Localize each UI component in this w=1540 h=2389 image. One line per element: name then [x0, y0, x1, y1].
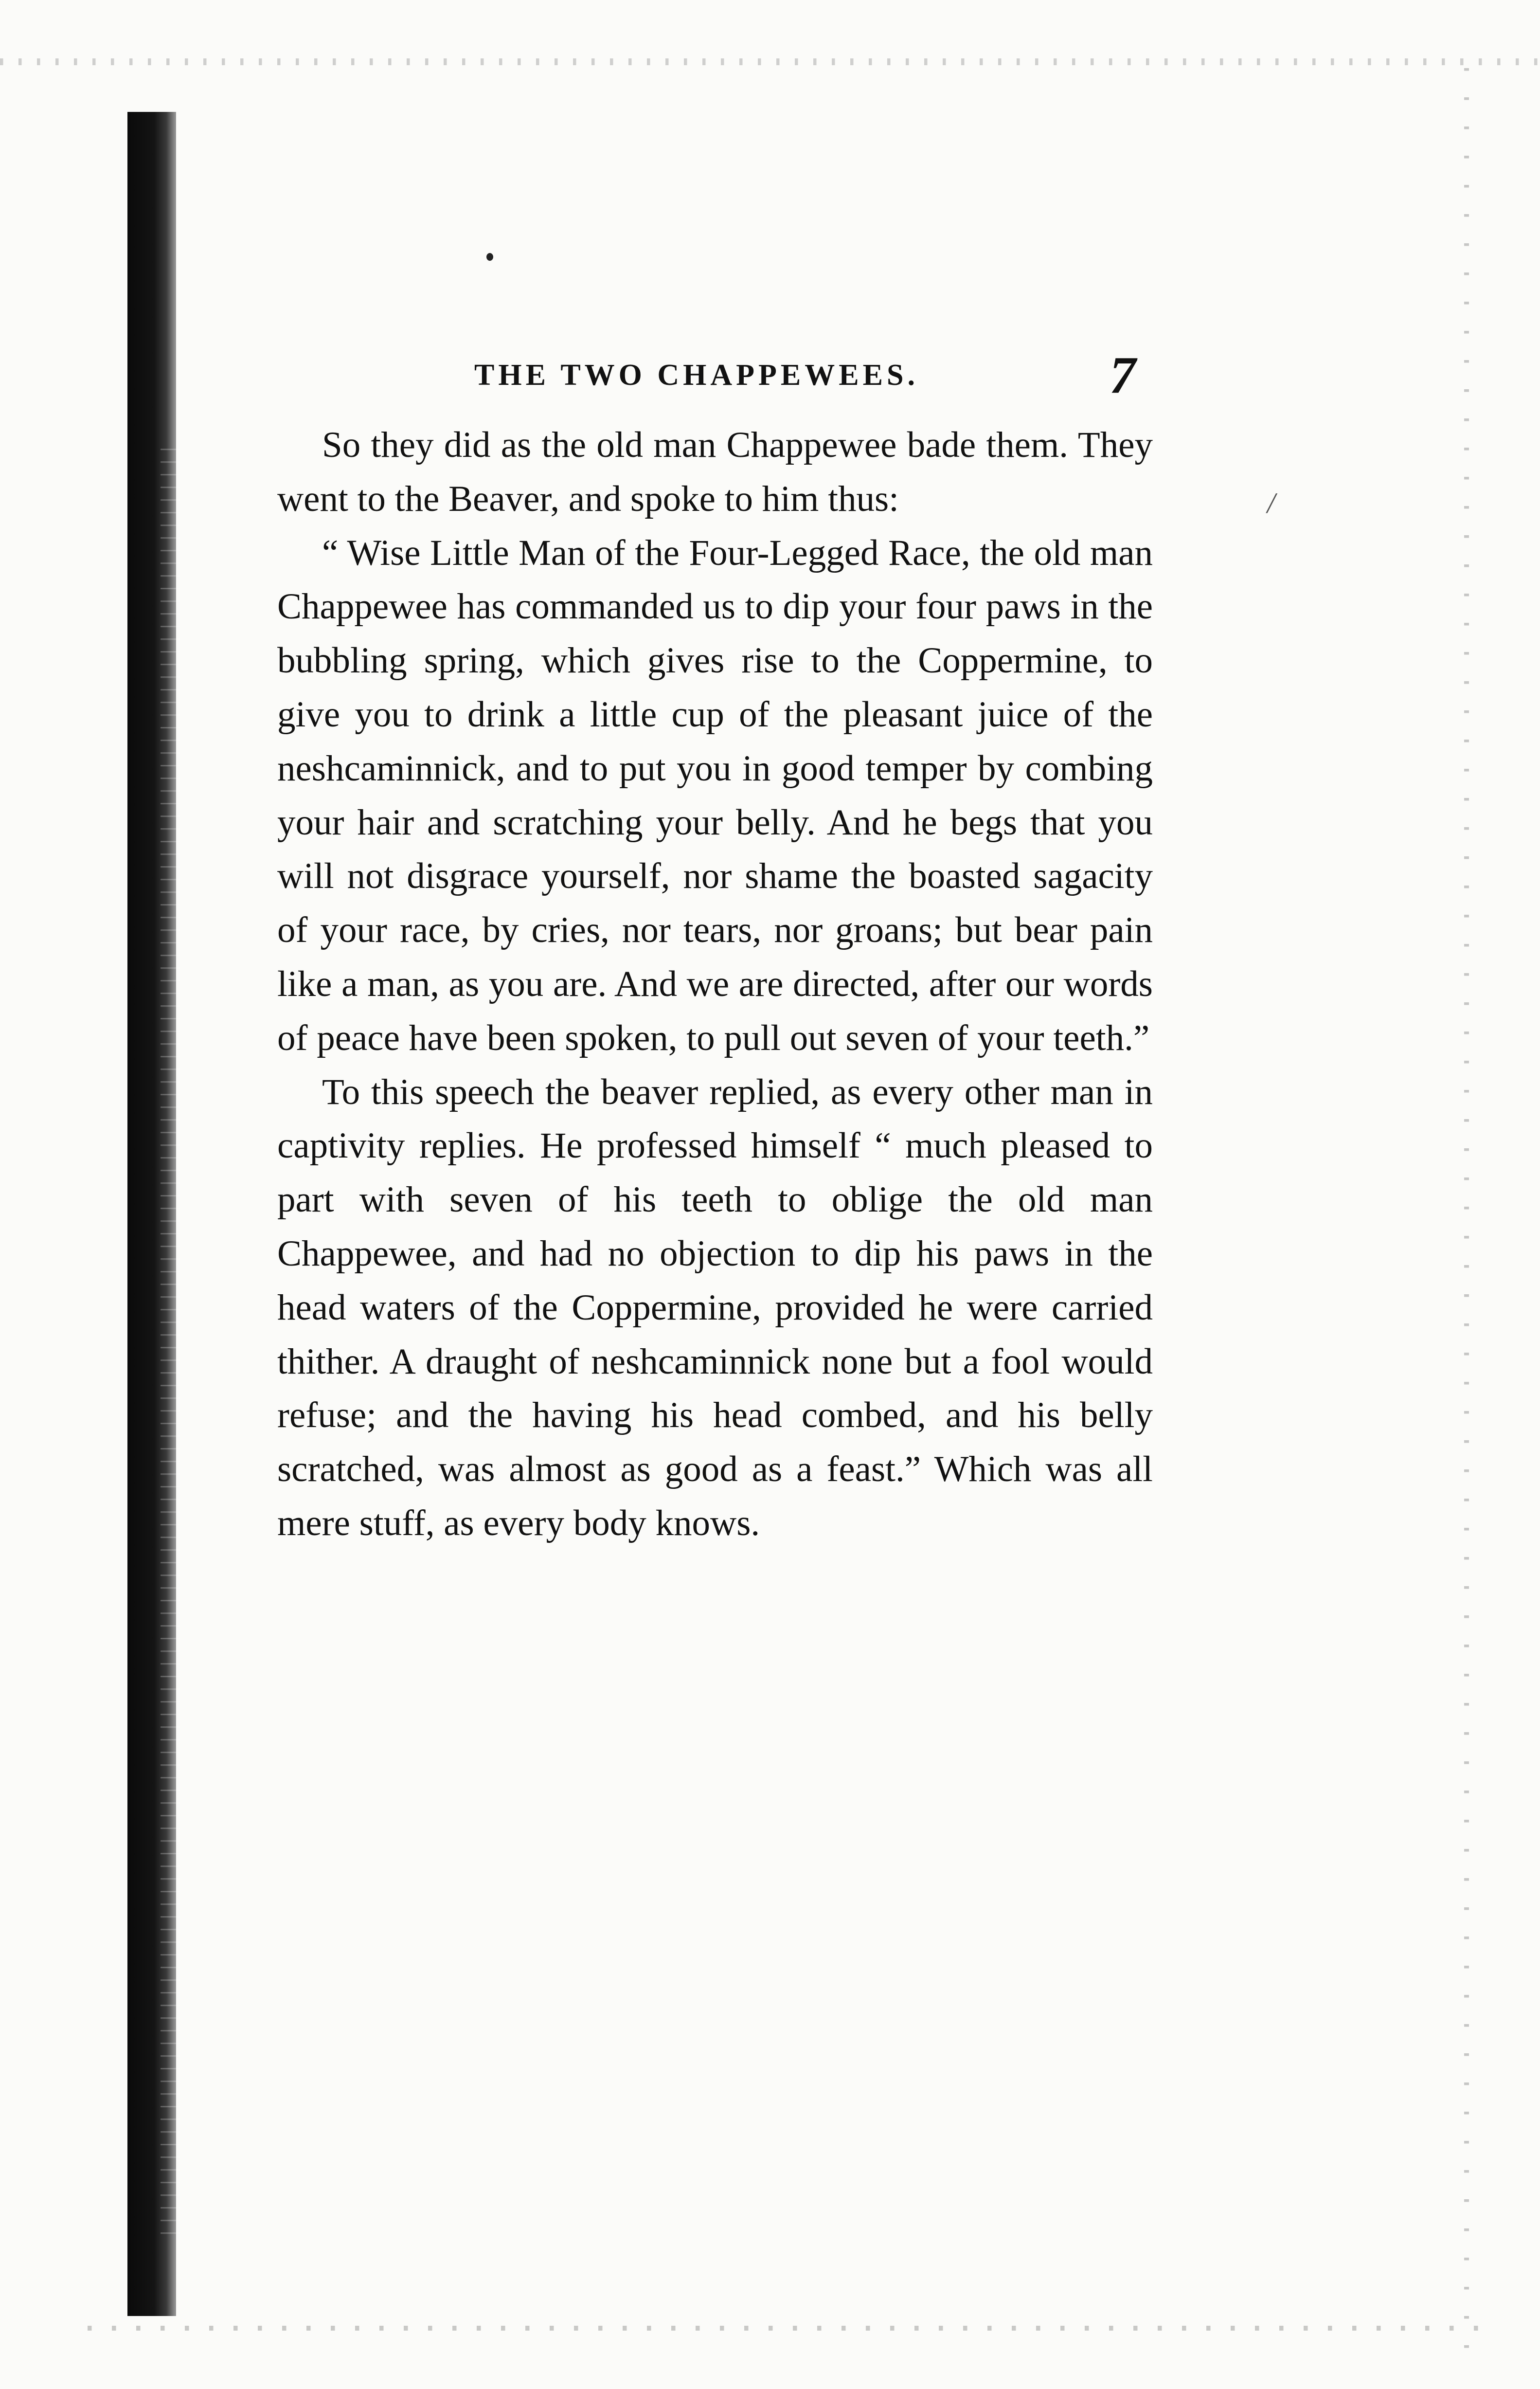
right-page-edge — [1464, 68, 1469, 2355]
bottom-page-edge — [88, 2326, 1479, 2331]
paragraph: So they did as the old man Chappewee bade them. They went to the Beaver, and spoke to him thus: — [277, 425, 1153, 519]
margin-mark: / — [1267, 487, 1275, 519]
running-head — [474, 345, 1136, 404]
running-head-title: THE TWO CHAPPEWEES. — [474, 359, 919, 392]
paragraph: To this speech the beaver replied, as every other man in captivity replies. He professed himself “ much pleased to part with seven of his teeth to oblige the old man Chappewee, and had no objection to dip his paws in the head waters of the Coppermine, provided he were carried thither. A draught of neshcaminnick none but a fool would refuse; and the having his head combed, and his belly scratched, was almost as good as a feast.” Which was all mere stuff, as every body knows. — [277, 1071, 1153, 1543]
body-text — [277, 418, 1153, 1551]
spine-texture — [161, 438, 180, 2238]
paragraph: “ Wise Little Man of the Four-Legged Race, the old man Chappewee has commanded us to dip your four paws in the bubbling spring, which gives rise to the Coppermine, to give you to drink a little cup of the pleasant juice of the neshcaminnick, and to put you in good temper by combing your hair and scratching your belly. And he begs that you will not disgrace yourself, nor shame the boasted sagacity of your race, by cries, nor tears, nor groans; but bear pain like a man, as you are. And we are directed, after our words of peace have been spoken, to pull out seven of your teeth.” — [277, 532, 1153, 1058]
top-page-edge — [0, 58, 1540, 65]
page-number: 7 — [1110, 346, 1136, 404]
ink-speck — [486, 253, 493, 261]
